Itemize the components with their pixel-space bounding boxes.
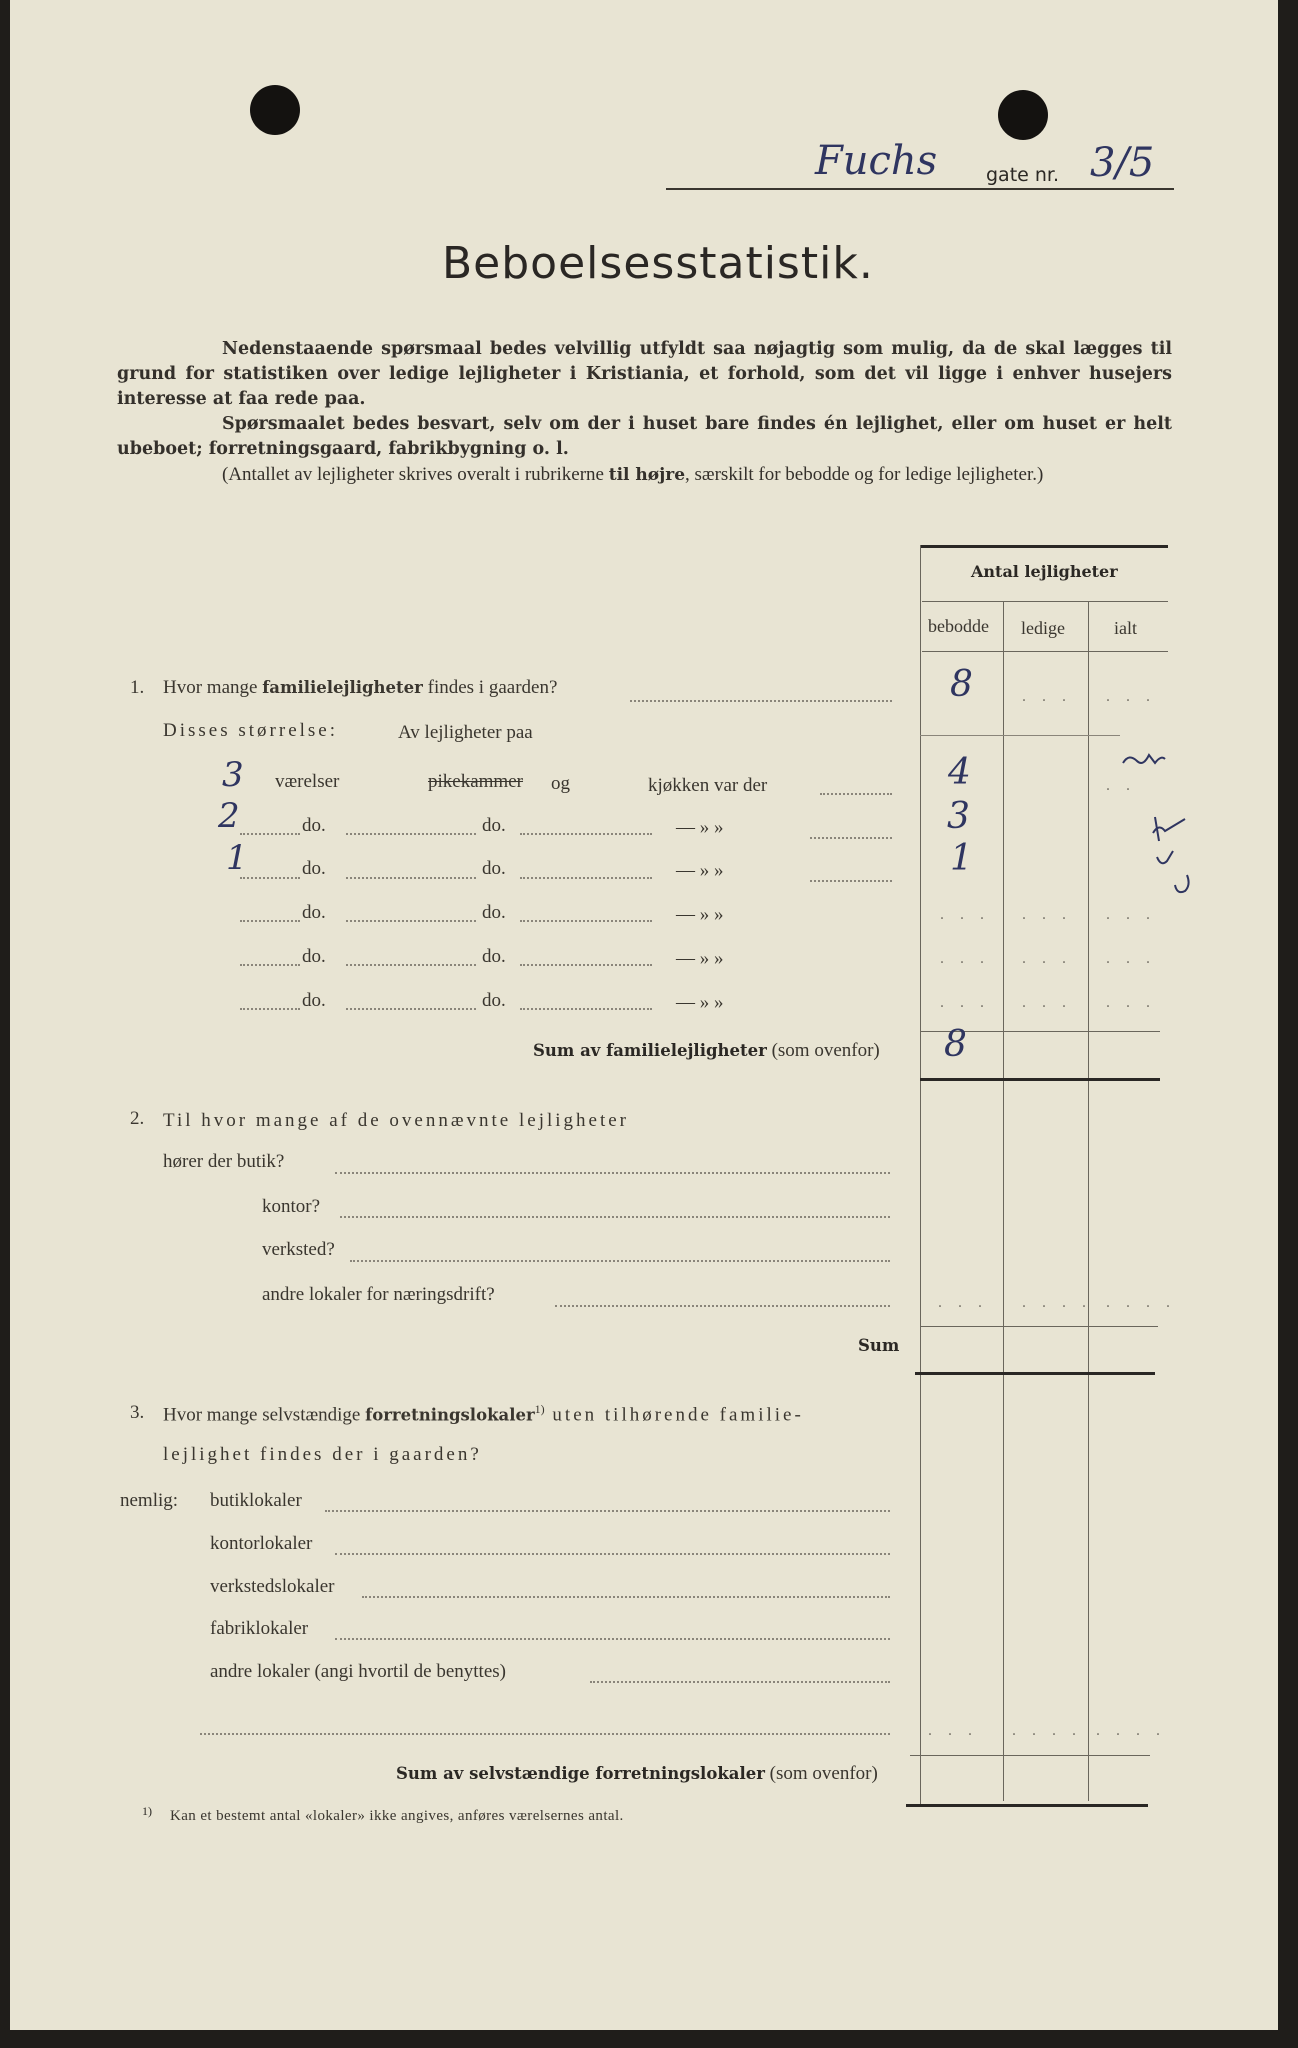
leader-dots xyxy=(335,1553,890,1555)
size-col-maidroom: do. xyxy=(482,902,506,923)
leader-dots xyxy=(346,1008,476,1010)
table-group-header: Antal lejligheter xyxy=(971,562,1118,581)
q2-item-andre: andre lokaler for næringsdrift? xyxy=(262,1284,495,1305)
q3-sum-bold: Sum av selvstændige forretningslokaler xyxy=(396,1764,765,1783)
sum-rule xyxy=(920,1078,1160,1081)
leader-dots xyxy=(520,1008,652,1010)
table-header-divider xyxy=(922,601,1168,602)
size-col-rooms: do. xyxy=(302,946,326,967)
size-col-rooms: do. xyxy=(302,902,326,923)
empty-cell-mark: . . . . xyxy=(1106,1294,1176,1311)
q1-sum-label xyxy=(533,1040,880,1062)
footnote-mark: 1) xyxy=(142,1804,152,1818)
empty-cell-mark: . . . . xyxy=(1012,1722,1082,1739)
intro-paragraph-1: Nedenstaaende spørsmaal bedes velvillig utfyldt saa nøjagtig som mulig, da de skal lægges til grund for statistiken over ledige lejligheter i Kristiania, et forhold, som det vil ligge i enhver husejers interesse at faa rede paa. xyxy=(117,339,1172,409)
size-count: 3 xyxy=(222,755,244,795)
punch-hole-right xyxy=(998,90,1048,140)
size-bebodde: 3 xyxy=(947,796,970,837)
leader-dots xyxy=(630,700,892,702)
q3-footnote-ref: 1) xyxy=(534,1402,545,1416)
punch-hole-left xyxy=(250,85,300,135)
size-col-maidroom: do. xyxy=(482,990,506,1011)
leader-dots xyxy=(350,1260,890,1262)
leader-dots xyxy=(810,880,892,882)
leader-dots xyxy=(200,1733,890,1735)
intro-note-c: , særskilt for bebodde og for ledige lejligheter.) xyxy=(685,464,1044,485)
q3-sum-post: (som ovenfor) xyxy=(764,1763,878,1784)
intro-note-bold: til højre xyxy=(608,465,686,485)
q3-item-fabrik: fabriklokaler xyxy=(210,1618,309,1639)
intro-text xyxy=(117,337,1172,488)
empty-cell-mark: . . . xyxy=(940,950,990,967)
leader-dots xyxy=(335,1172,890,1174)
sizes-label: Disses størrelse: xyxy=(163,720,339,741)
leader-dots xyxy=(346,964,476,966)
leader-dots xyxy=(340,1216,890,1218)
q3-item-andre: andre lokaler (angi hvortil de benyttes) xyxy=(210,1661,506,1682)
q3-item-butik: butiklokaler xyxy=(210,1490,302,1511)
leader-dots xyxy=(362,1596,890,1598)
leader-dots xyxy=(346,920,476,922)
intro-note xyxy=(117,462,1172,488)
q3-pre: Hvor mange selvstændige xyxy=(163,1404,366,1426)
q1-sum-bebodde: 8 xyxy=(944,1024,967,1065)
handwritten-check-marks xyxy=(1115,745,1205,915)
leader-dots xyxy=(325,1510,890,1512)
leader-dots xyxy=(240,920,300,922)
size-col-kitchen: — » » xyxy=(676,992,724,1013)
size-col-kitchen: — » » xyxy=(676,948,724,969)
size-col-maidroom: do. xyxy=(482,815,506,836)
size-col-maidroom: do. xyxy=(482,946,506,967)
col-header-bebodde: bebodde xyxy=(928,616,989,636)
empty-cell-mark: . . . xyxy=(928,1722,978,1739)
footnote-text: Kan et bestemt antal «lokaler» ikke angives, anføres værelsernes antal. xyxy=(170,1808,624,1824)
size-col-rooms: værelser xyxy=(275,771,340,792)
empty-cell-mark: . . . xyxy=(1106,994,1156,1011)
q3-item-kontor: kontorlokaler xyxy=(210,1533,313,1554)
empty-cell-mark: . . . xyxy=(1022,906,1072,923)
sum-rule xyxy=(915,1372,1155,1375)
size-col-kitchen: — » » xyxy=(676,904,724,925)
table-row-rule xyxy=(920,1326,1158,1327)
col-header-ialt: ialt xyxy=(1114,618,1137,638)
q1-answer-bebodde: 8 xyxy=(950,664,973,705)
empty-cell-mark: . . . xyxy=(940,906,990,923)
leader-dots xyxy=(335,1638,890,1640)
size-col-kitchen: — » » xyxy=(676,860,724,881)
empty-cell-mark: . . . xyxy=(1022,950,1072,967)
table-row-rule xyxy=(910,1755,1150,1756)
leader-dots xyxy=(520,964,652,966)
size-col-maidroom: do. xyxy=(482,858,506,879)
q1-sum-bold: Sum av familielejligheter xyxy=(533,1041,767,1060)
leader-dots xyxy=(520,920,652,922)
leader-dots xyxy=(240,964,300,966)
q2-number: 2. xyxy=(130,1108,145,1129)
q3-text xyxy=(163,1402,804,1426)
table-top-rule xyxy=(920,545,1168,548)
q3-number: 3. xyxy=(130,1402,145,1423)
street-number: 3/5 xyxy=(1090,140,1155,186)
empty-cell-mark: . . . xyxy=(1106,906,1156,923)
q2-line1: Til hvor mange af de ovennævnte lejligheter xyxy=(163,1110,629,1131)
leader-dots xyxy=(820,793,892,795)
q1-text xyxy=(163,677,557,699)
gate-label: gate nr. xyxy=(986,164,1060,186)
leader-dots xyxy=(555,1305,890,1307)
q2-item-verksted: verksted? xyxy=(262,1239,335,1260)
leader-dots xyxy=(590,1681,890,1683)
q3-sum-label xyxy=(396,1763,878,1785)
col-divider-2 xyxy=(1088,601,1089,1801)
size-col-rooms: do. xyxy=(302,815,326,836)
size-count: 2 xyxy=(218,796,240,836)
empty-cell-mark: . . . xyxy=(1022,994,1072,1011)
q1-bold: familielejligheter xyxy=(262,678,423,697)
intro-note-a: (Antallet av lejligheter skrives overalt i rubrikerne xyxy=(222,464,609,485)
leader-dots xyxy=(810,837,892,839)
street-name: Fuchs xyxy=(815,138,938,184)
sum-rule xyxy=(906,1804,1148,1807)
q3-bold: forretningslokaler xyxy=(365,1405,535,1425)
size-col-kitchen: — » » xyxy=(676,817,724,838)
sizes-sublabel: Av lejligheter paa xyxy=(398,722,533,743)
empty-cell-mark: . . . xyxy=(938,1294,988,1311)
q2-item-kontor: kontor? xyxy=(262,1196,321,1217)
size-bebodde: 4 xyxy=(948,752,971,793)
leader-dots xyxy=(240,833,300,835)
street-line xyxy=(666,188,1174,190)
size-col-rooms: do. xyxy=(302,990,326,1011)
leader-dots xyxy=(240,1008,300,1010)
empty-cell-mark: . . . xyxy=(940,994,990,1011)
empty-cell-mark: . . . xyxy=(1022,688,1072,705)
size-col-maidroom: pikekammer xyxy=(428,771,523,792)
leader-dots xyxy=(240,877,300,879)
leader-dots xyxy=(346,833,476,835)
empty-cell-mark: . . xyxy=(1106,777,1136,794)
col-divider-1 xyxy=(1003,601,1004,1801)
q1-post: findes i gaarden? xyxy=(422,677,558,698)
size-col-kitchen: kjøkken var der xyxy=(648,775,768,796)
q3-item-verksted: verkstedslokaler xyxy=(210,1576,335,1597)
col-header-ledige: ledige xyxy=(1021,618,1065,638)
empty-cell-mark: . . . xyxy=(1106,688,1156,705)
size-count: 1 xyxy=(226,838,248,878)
size-col-and: og xyxy=(551,773,570,794)
q3-post: uten tilhørende familie- xyxy=(544,1404,804,1426)
q3-line2: lejlighet findes der i gaarden? xyxy=(163,1444,482,1465)
table-row-rule xyxy=(920,735,1120,736)
q3-nemlig: nemlig: xyxy=(120,1490,179,1511)
size-bebodde: 1 xyxy=(950,838,973,879)
q2-sum-label: Sum xyxy=(858,1336,900,1355)
empty-cell-mark: . . . . xyxy=(1022,1294,1092,1311)
size-col-rooms: do. xyxy=(302,858,326,879)
leader-dots xyxy=(346,877,476,879)
leader-dots xyxy=(520,833,652,835)
page-title: Beboelsesstatistik. xyxy=(442,238,874,289)
q1-pre: Hvor mange xyxy=(163,677,263,698)
empty-cell-mark: . . . xyxy=(1106,950,1156,967)
q1-number: 1. xyxy=(130,677,145,698)
table-colhead-divider xyxy=(922,651,1168,652)
q2-line2: hører der butik? xyxy=(163,1151,285,1172)
leader-dots xyxy=(520,877,652,879)
empty-cell-mark: . . . . xyxy=(1096,1722,1166,1739)
q1-sum-post: (som ovenfor) xyxy=(766,1040,880,1061)
intro-paragraph-2: Spørsmaalet bedes besvart, selv om der i huset bare findes én lejlighet, eller om huset er helt ubeboet; forretningsgaard, fabrikbygning o. l. xyxy=(117,414,1172,459)
